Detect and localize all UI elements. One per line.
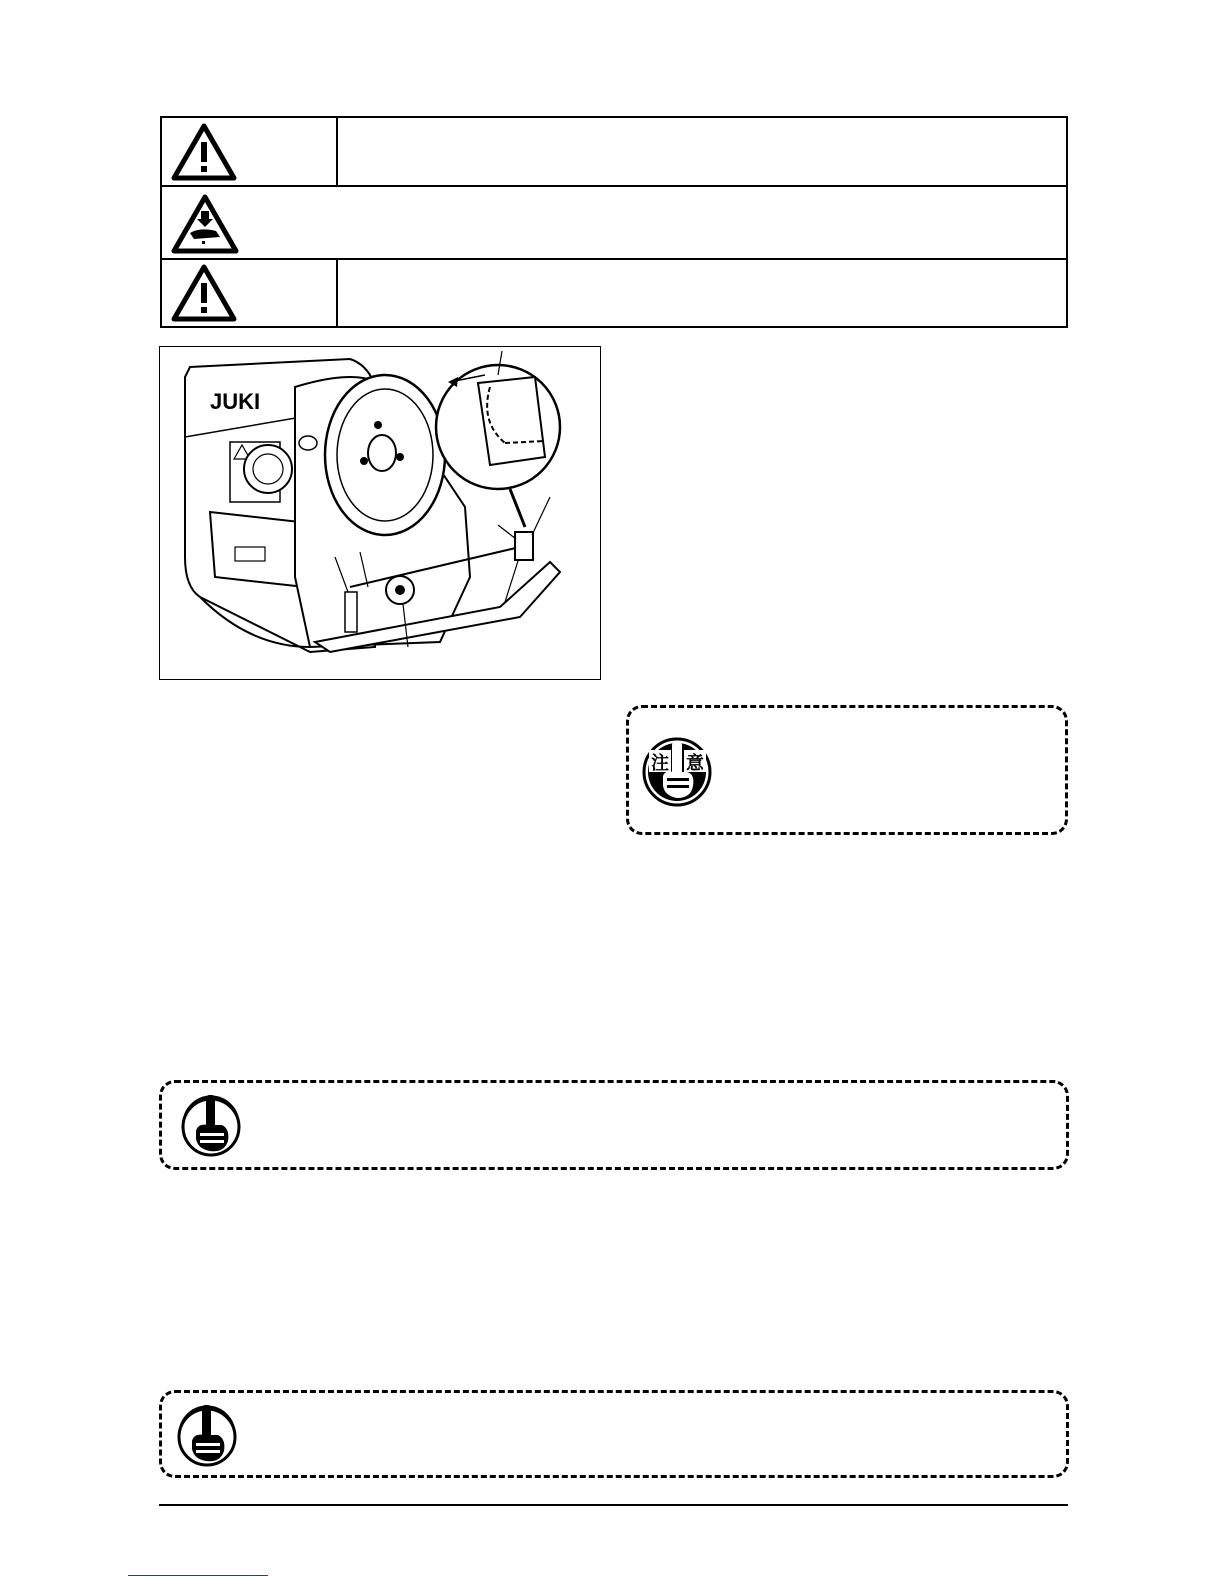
note-box — [159, 1080, 1069, 1170]
attention-hand-icon — [176, 1089, 246, 1159]
warning-table — [160, 116, 1068, 328]
page-link-underline[interactable] — [128, 1575, 268, 1576]
warning-row-caution — [162, 118, 1066, 187]
warning-row-caution-2 — [162, 260, 1066, 326]
caution-note-box — [626, 705, 1068, 835]
brand-logo: JUKI — [210, 389, 261, 414]
caution-label-2: 意 — [686, 753, 704, 774]
machine-illustration — [159, 346, 601, 680]
hand-crush-warning-icon — [170, 193, 240, 255]
footer-divider — [159, 1504, 1068, 1506]
caution-hand-icon — [641, 736, 713, 808]
caution-label-1: 注 — [651, 753, 669, 774]
warning-row-hand-crush — [162, 187, 1066, 260]
attention-hand-icon — [172, 1399, 242, 1469]
warning-triangle-icon — [170, 263, 238, 323]
warning-icon-cell — [162, 260, 338, 326]
warning-icon-cell — [162, 118, 338, 185]
note-box — [159, 1390, 1069, 1478]
warning-triangle-icon — [170, 122, 238, 182]
machine-drawing — [160, 347, 601, 680]
